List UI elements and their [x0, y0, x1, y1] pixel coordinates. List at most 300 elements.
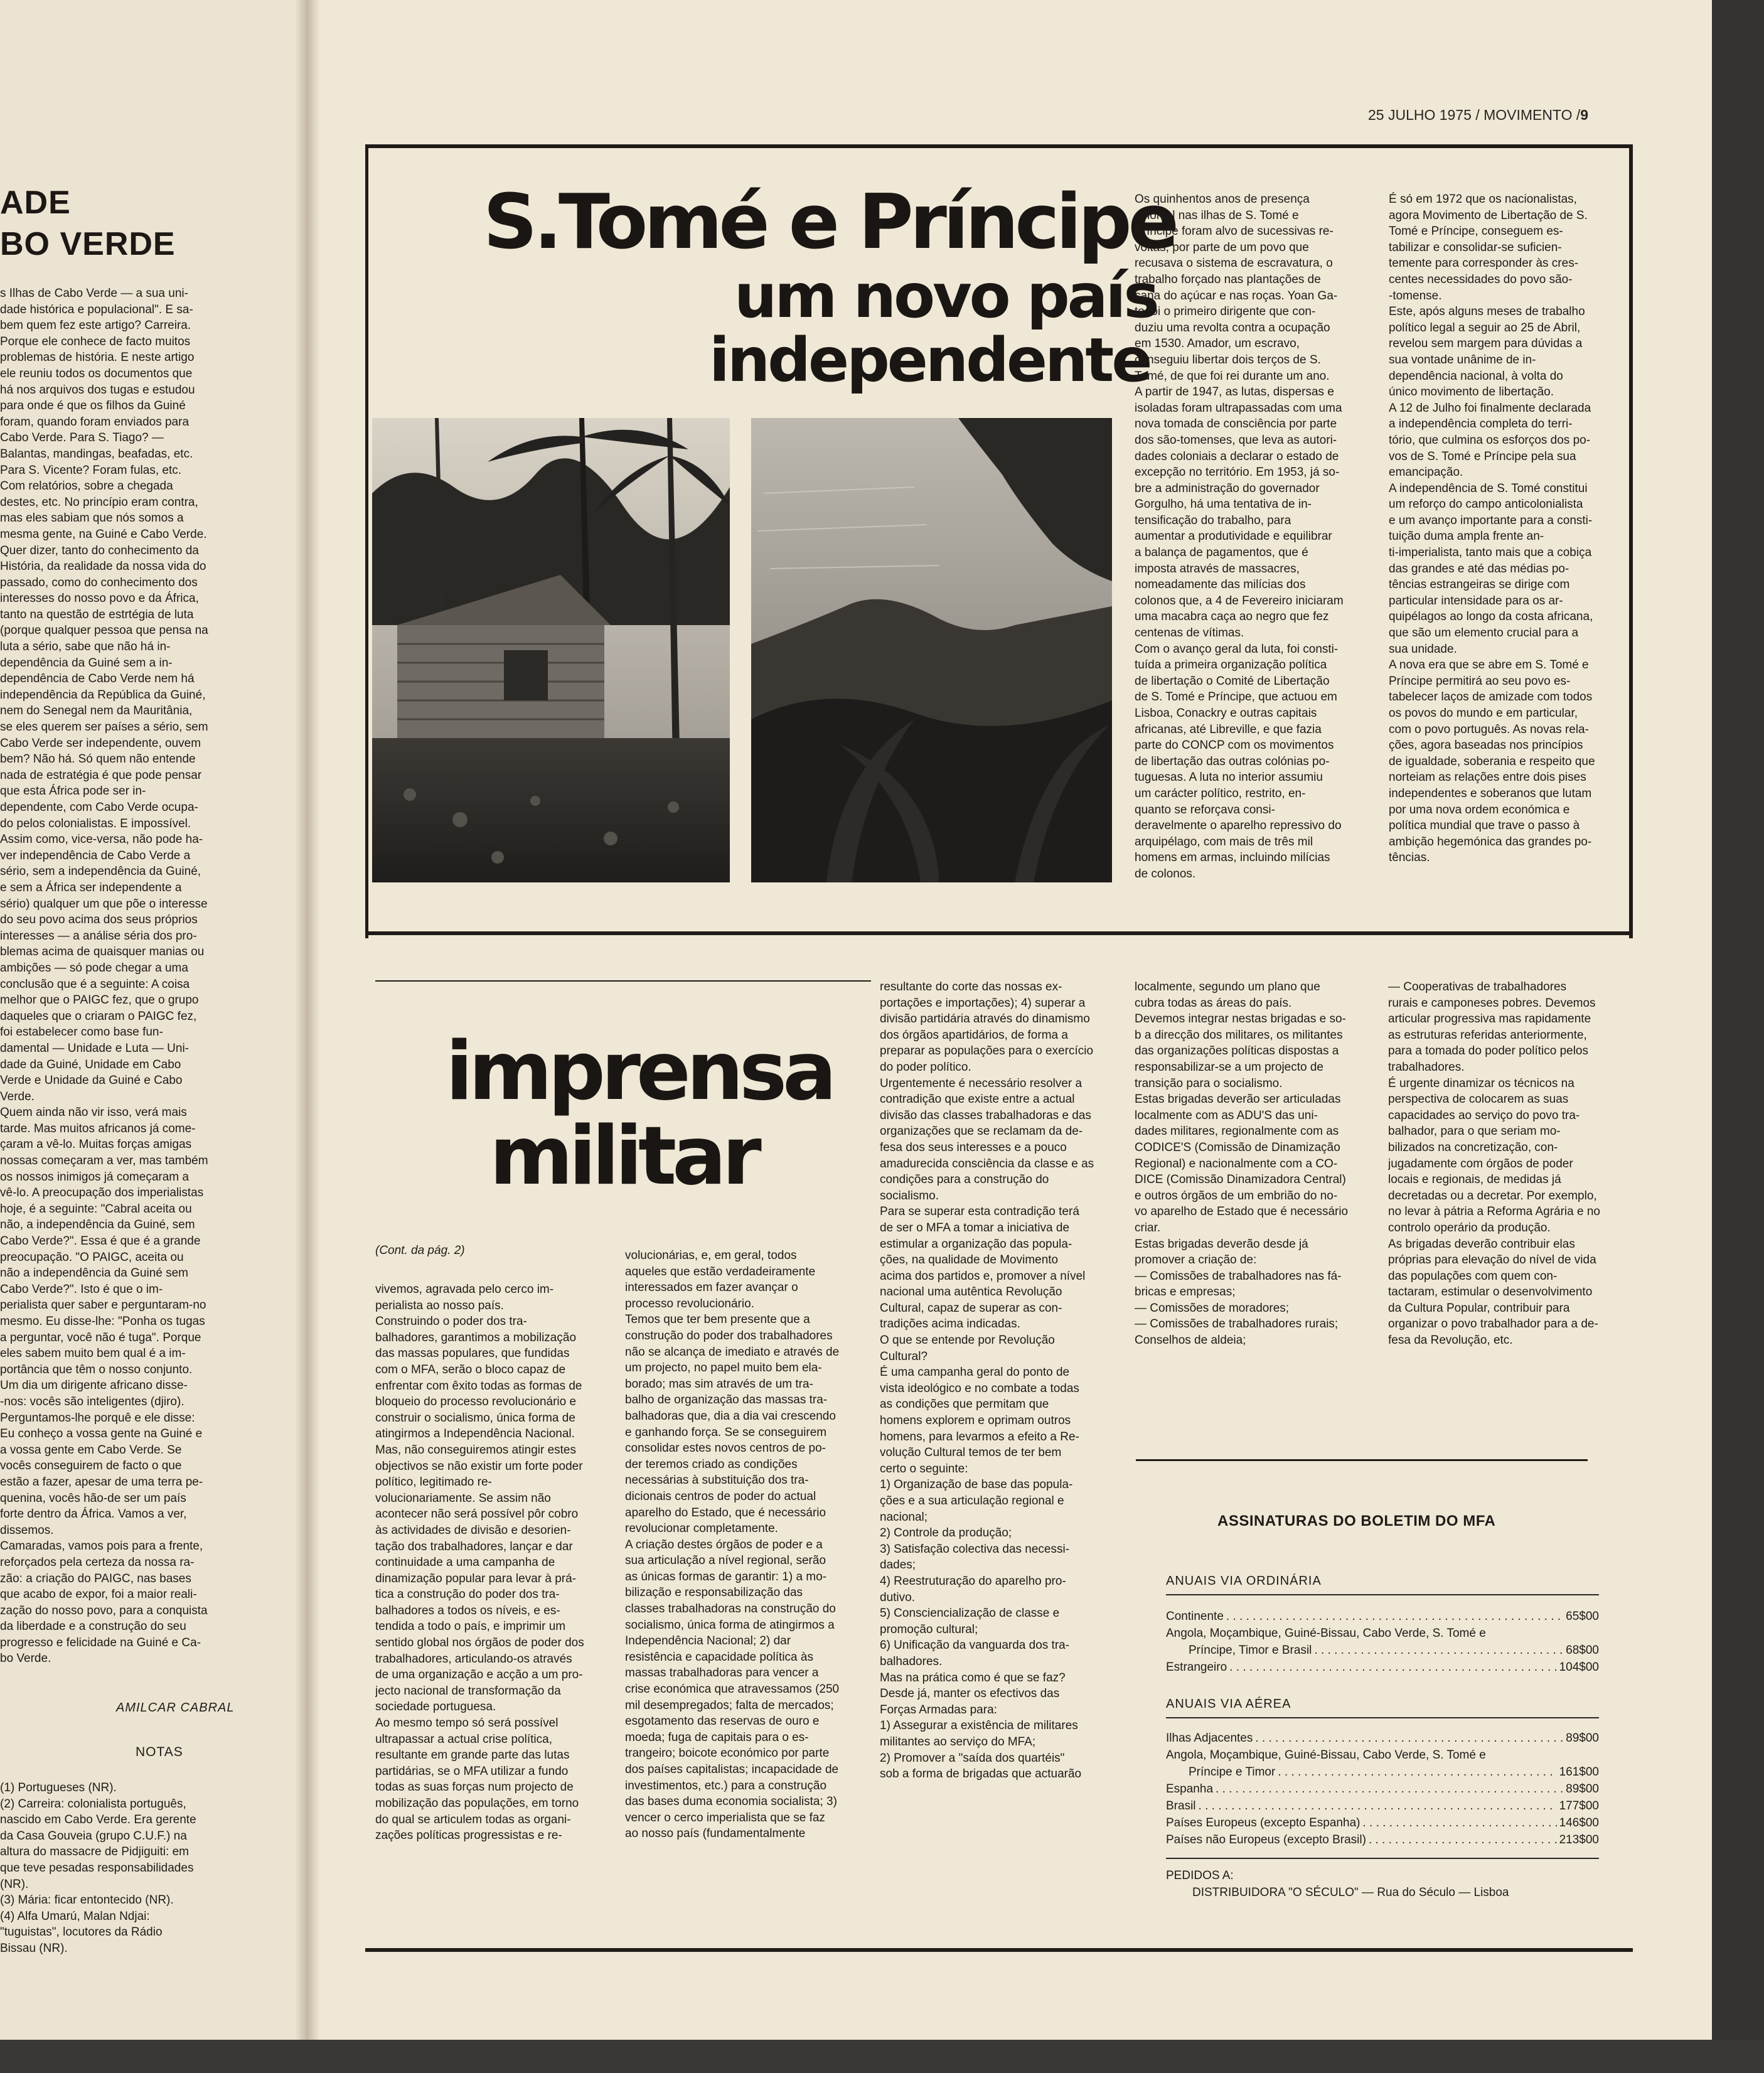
text-line: colonial nas ilhas de S. Tomé e — [1135, 208, 1299, 222]
dot-leader — [1369, 1831, 1557, 1848]
text-line: 4) Reestruturação do aparelho pro- — [880, 1574, 1066, 1588]
rate-value: 177$00 — [1559, 1799, 1599, 1813]
page-header — [1368, 107, 1588, 124]
text-line: fesa da Revolução, etc. — [1388, 1334, 1513, 1347]
text-line: de S. Tomé e Príncipe, que actuou em — [1135, 690, 1337, 704]
text-line: organizar o povo trabalhador para a de- — [1388, 1317, 1598, 1331]
text-line: tradições acima indicadas. — [880, 1317, 1020, 1331]
text-line: nacional; — [880, 1510, 928, 1524]
text-line: um carácter político, restrito, en- — [1135, 786, 1306, 800]
text-line: vocês conseguirem de facto o que — [0, 1459, 182, 1473]
text-line: mobilização das populações, em torno — [375, 1797, 579, 1810]
rate-row — [1166, 1781, 1599, 1797]
text-line: É urgente dinamizar os técnicos na — [1388, 1076, 1574, 1090]
rate-label: Príncipe e Timor — [1189, 1765, 1276, 1779]
text-line: localmente com as ADU'S das uni- — [1135, 1108, 1318, 1122]
text-line: imposta através de massacres, — [1135, 562, 1300, 576]
text-line: acontecer não será possível pôr cobro — [375, 1508, 579, 1521]
text-line: zação do nosso povo, para a conquista — [0, 1604, 208, 1617]
text-line: nossas começaram a ver, mas também — [0, 1154, 208, 1168]
text-line: das populações com quem con- — [1388, 1269, 1558, 1283]
text-line: Príncipe foram alvo de sucessivas re- — [1135, 225, 1334, 238]
dot-leader — [1199, 1797, 1557, 1814]
text-line: político legal a seguir ao 25 de Abril, — [1389, 321, 1581, 335]
text-line: militantes ao serviço do MFA; — [880, 1735, 1036, 1749]
text-line: ti-imperialista, tanto mais que a cobiça — [1389, 546, 1592, 560]
text-line: s Ilhas de Cabo Verde — a sua uni- — [0, 287, 188, 300]
text-line: Bissau (NR). — [0, 1941, 68, 1955]
text-line: recusava o sistema de escravatura, o — [1135, 257, 1333, 271]
text-line: excepção no território. Em 1953, já so- — [1135, 466, 1340, 479]
rate-row — [1166, 1625, 1599, 1642]
text-line: e ganhando força. Se se conseguirem — [625, 1425, 827, 1439]
text-line: Príncipe permitirá ao seu povo es- — [1389, 674, 1571, 688]
stp-title-line-2: um novo país — [734, 261, 1157, 331]
text-line: çaram a vê-lo. Muitas forças amigas — [0, 1138, 192, 1152]
stp-column-1 — [1135, 191, 1368, 882]
rate-row — [1166, 1797, 1599, 1814]
text-line: processo revolucionário. — [625, 1297, 754, 1310]
text-line: socialismo, única forma de atingirmos a — [625, 1618, 835, 1632]
text-line: 5) Consciencialização de classe e — [880, 1607, 1060, 1620]
text-line: não se alcança de imediato e através de — [625, 1345, 840, 1359]
section-rule — [375, 980, 871, 982]
text-line: vos de S. Tomé e Príncipe pela sua — [1389, 449, 1576, 463]
text-line: construção do poder dos trabalhadores — [625, 1329, 833, 1342]
ordinary-mail-heading: ANUAIS VIA ORDINÁRIA — [1166, 1574, 1322, 1588]
rate-value: 104$00 — [1559, 1661, 1599, 1674]
text-line: objectivos se não existir um forte poder — [375, 1459, 583, 1473]
text-line: dade da Guiné, Unidade em Cabo — [0, 1058, 181, 1071]
text-line: condições para a construção do — [880, 1173, 1049, 1187]
text-line: Balantas, mandingas, beafadas, etc. — [0, 447, 193, 461]
text-line: capacidades ao serviço do povo tra- — [1388, 1108, 1580, 1122]
text-line: (3) Mária: ficar entontecido (NR). — [0, 1894, 174, 1907]
rate-value: 89$00 — [1566, 1732, 1599, 1745]
text-line: temente para corresponder às cres- — [1389, 257, 1579, 271]
text-line: deravelmente o aparelho repressivo do — [1135, 819, 1342, 833]
text-line: fesa dos seus interesses e a pouco — [880, 1140, 1067, 1154]
text-line: os povos do mundo e em particular, — [1389, 707, 1578, 720]
text-line: nacional uma autêntica Revolução — [880, 1285, 1062, 1299]
text-line: bem quem fez este artigo? Carreira. — [0, 319, 191, 333]
text-line: particular intensidade para os ar- — [1389, 594, 1563, 608]
text-line: tuguesas. A luta no interior assumiu — [1135, 771, 1323, 785]
text-line: -tomense. — [1389, 289, 1442, 303]
text-line: zações políticas progressistas e re- — [375, 1829, 562, 1843]
text-line: quanto se reforçava consi- — [1135, 803, 1275, 817]
text-line: dutivo. — [880, 1590, 915, 1604]
text-line: de ser o MFA a tomar a iniciativa de — [880, 1221, 1070, 1235]
text-line: aparelho do Estado, que é necessário — [625, 1506, 826, 1519]
text-line: sua unidade. — [1389, 642, 1457, 656]
text-line: norteiam as relações entre dois pises — [1389, 771, 1586, 785]
text-line: 2) Promover a "saída dos quartéis" — [880, 1751, 1065, 1765]
rate-value: 89$00 — [1566, 1782, 1599, 1796]
text-line: 1) Assegurar a existência de militares — [880, 1719, 1078, 1733]
box-left-border — [365, 144, 368, 938]
subscriptions-title: ASSINATURAS DO BOLETIM DO MFA — [1217, 1513, 1496, 1529]
rate-row — [1166, 1642, 1599, 1659]
text-line: os nossos inimigos já começaram a — [0, 1170, 189, 1184]
text-line: tabelecer laços de amizade com todos — [1389, 690, 1593, 704]
text-line: arquipélago, com mais de três mil — [1135, 835, 1313, 849]
text-line: bre a administração do governador — [1135, 481, 1320, 495]
text-line: Cabo Verde?". Essa é que é a grande — [0, 1235, 201, 1248]
text-line: para a tomada do poder político pelos — [1388, 1044, 1588, 1058]
text-line: ver independência de Cabo Verde a — [0, 849, 191, 862]
text-line: Estas brigadas deverão ser articuladas — [1135, 1093, 1341, 1106]
text-line: das bases duma economia socialista; 3) — [625, 1795, 837, 1809]
text-line: interesses do nosso povo e da África, — [0, 592, 199, 606]
text-line: tactaram, estimular o desenvolvimento — [1388, 1285, 1593, 1299]
text-line: dinamização popular para levar à prá- — [375, 1572, 577, 1585]
text-line: Cabo Verde. Para S. Tiago? — — [0, 431, 164, 445]
text-line: dos países capitalistas; incapacidade de — [625, 1763, 839, 1776]
text-line: Cabo Verde?". Isto é que o im- — [0, 1282, 163, 1296]
text-line: A nova era que se abre em S. Tomé e — [1389, 658, 1589, 672]
text-line: O que se entende por Revolução — [880, 1334, 1055, 1347]
box-bottom-rule — [365, 931, 1633, 935]
text-line: da Casa Gouveia (grupo C.U.F.) na — [0, 1829, 187, 1843]
text-line: 3) Satisfação colectiva das necessi- — [880, 1542, 1070, 1556]
text-line: nascido em Cabo Verde. Era gerente — [0, 1813, 196, 1827]
text-line: investimentos, etc.) para a construção — [625, 1779, 827, 1792]
text-line: Eu conheço a vossa gente na Guiné e — [0, 1427, 203, 1441]
text-line: não, a independência da Guiné, sem — [0, 1218, 195, 1232]
text-line: vo aparelho de Estado que é necessário — [1135, 1205, 1349, 1219]
text-line: próprias para elevação do nível de vida — [1388, 1253, 1596, 1267]
text-line: homens explorem e oprimam outros — [880, 1414, 1071, 1428]
rate-value: 146$00 — [1559, 1816, 1599, 1829]
text-line: Assim como, vice-versa, não pode ha- — [0, 833, 203, 847]
text-line: ultrapassar a actual crise política, — [375, 1732, 552, 1746]
text-line: crise económica que atravessamos (250 — [625, 1683, 840, 1696]
text-line: 1) Organização de base das popula- — [880, 1478, 1073, 1492]
rate-row — [1166, 1814, 1599, 1831]
text-line: partidárias, se o MFA utilizar a fundo — [375, 1764, 569, 1778]
gutter-shadow — [295, 0, 320, 2073]
text-line: política mundial que trave o passo à — [1389, 819, 1580, 833]
scan-edge-bottom — [0, 2040, 1764, 2073]
text-line: ao nosso país (fundamentalmente — [625, 1827, 806, 1841]
text-line: Estas brigadas deverão desde já — [1135, 1237, 1308, 1251]
text-line: A independência de S. Tomé constitui — [1389, 481, 1588, 495]
text-line: destes, etc. No princípio eram contra, — [0, 495, 198, 509]
dot-leader — [1226, 1608, 1563, 1625]
text-line: balhadores. — [880, 1654, 943, 1668]
rate-row — [1166, 1730, 1599, 1747]
text-line: reforçados pela certeza da nossa ra- — [0, 1555, 195, 1569]
text-line: consolidar estes novos centros de po- — [625, 1442, 826, 1455]
text-line: jecto nacional de transformação da — [375, 1684, 561, 1698]
text-line: quipélagos ao longo da costa africana, — [1389, 610, 1593, 624]
text-line: colonos que, a 4 de Fevereiro iniciaram — [1135, 594, 1344, 608]
text-line: mas eles sabiam que nós somos a — [0, 512, 184, 525]
text-line: Cultural? — [880, 1349, 928, 1363]
text-line: centenas de vítimas. — [1135, 626, 1244, 640]
text-line: dos são-tomenses, que leva as autori- — [1135, 433, 1337, 447]
text-line: articular progressiva mas rapidamente — [1388, 1012, 1591, 1026]
text-line: tências estrangeiras se dirige com — [1389, 578, 1570, 592]
text-line: controlo operário da produção. — [1388, 1221, 1551, 1235]
text-line: Este, após alguns meses de trabalho — [1389, 305, 1585, 319]
text-line: Um dia um dirigente africano disse- — [0, 1379, 188, 1393]
text-line: ambições — só pode chegar a uma — [0, 961, 188, 975]
text-line: portância que têm o nosso conjunto. — [0, 1363, 193, 1376]
text-line: dicionais centros de poder do actual — [625, 1489, 816, 1503]
text-line: as estruturas referidas anteriormente, — [1388, 1028, 1587, 1042]
text-line: resultante em grande parte das lutas — [375, 1749, 570, 1762]
text-line: 2) Controle da produção; — [880, 1526, 1012, 1540]
text-line: quenina, vocês hão-de ser um país — [0, 1491, 186, 1505]
dot-leader — [1216, 1781, 1563, 1797]
text-line: das grandes e até das médias po- — [1389, 562, 1569, 576]
text-line: nova tomada de consciência por parte — [1135, 417, 1337, 431]
text-line: para onde é que os filhos da Guiné — [0, 399, 186, 413]
rate-label: Angola, Moçambique, Guiné-Bissau, Cabo Verde, S. Tomé e — [1166, 1627, 1486, 1640]
left-heading-line-1: ADE — [0, 185, 71, 221]
text-line: Regional) e nacionalmente com a CO- — [1135, 1157, 1338, 1170]
text-line: tuição duma ampla frente an- — [1389, 530, 1544, 544]
rate-row — [1166, 1659, 1599, 1676]
text-line: (1) Portugueses (NR). — [0, 1781, 117, 1794]
text-line: massas trabalhadoras para vencer a — [625, 1666, 819, 1680]
text-line: que teve pesadas responsabilidades — [0, 1861, 194, 1875]
text-line: interesses — a análise séria dos pro- — [0, 929, 197, 943]
text-line: emancipação. — [1389, 466, 1463, 479]
text-line: balhadores a todos os níveis, e es- — [375, 1604, 560, 1617]
orders-address: DISTRIBUIDORA "O SÉCULO" — Rua do Século — Lisboa — [1192, 1886, 1509, 1899]
text-line: não a independência da Guiné sem — [0, 1267, 189, 1280]
rate-label: Príncipe, Timor e Brasil — [1189, 1644, 1312, 1657]
text-line: de libertação das outras colónias po- — [1135, 754, 1330, 768]
text-line: trangeiro; boicote económico por parte — [625, 1747, 830, 1760]
dot-leader — [1314, 1642, 1563, 1659]
ordinary-heading-rule — [1166, 1594, 1599, 1595]
imprensa-column-4 — [1135, 979, 1368, 1349]
rate-label: Brasil — [1166, 1799, 1196, 1813]
text-line: volução Cultural temos de ter bem — [880, 1446, 1062, 1460]
text-line: de igualdade, soberania e respeito que — [1389, 754, 1595, 768]
rate-row — [1166, 1608, 1599, 1625]
text-line: conclusão que é a seguinte: A coisa — [0, 977, 190, 991]
text-line: que são um elemento crucial para a — [1389, 626, 1579, 640]
text-line: tório, que culmina os esforços dos po- — [1389, 433, 1591, 447]
text-line: ambição hegemónica das grandes po- — [1389, 835, 1592, 849]
text-line: As brigadas deverão contribuir elas — [1388, 1237, 1575, 1251]
text-line: interessados em fazer avançar o — [625, 1281, 798, 1295]
text-line: eles sabem muito bem qual é a im- — [0, 1347, 186, 1361]
rate-row — [1166, 1747, 1599, 1764]
text-line: (2) Carreira: colonialista português, — [0, 1797, 186, 1811]
rate-label: Países Europeus (excepto Espanha) — [1166, 1816, 1360, 1829]
text-line: tensificação do trabalho, para — [1135, 513, 1291, 527]
text-line: todas as suas forças num projecto de — [375, 1781, 574, 1794]
text-line: continuidade a uma campanha de — [375, 1556, 555, 1570]
text-line: das organizações políticas dispostas a — [1135, 1044, 1339, 1058]
text-line: problemas de história. E neste artigo — [0, 351, 195, 365]
text-line: hoje, é a seguinte: "Cabral aceita ou — [0, 1202, 192, 1216]
text-line: balhadoras que, dia a dia vai crescendo — [625, 1409, 836, 1423]
text-line: centes necessidades do povo são- — [1389, 272, 1573, 286]
text-line: vivemos, agravada pelo cerco im- — [375, 1283, 554, 1296]
text-line: É só em 1972 que os nacionalistas, — [1389, 193, 1577, 206]
text-line: volucionárias, e, em geral, todos — [625, 1249, 797, 1262]
text-line: duziu uma revolta contra a ocupação — [1135, 321, 1330, 335]
text-line: localmente, segundo um plano que — [1135, 980, 1320, 994]
text-line: um projecto, no papel muito bem ela- — [625, 1361, 822, 1375]
text-line: uma macabra caça ao negro que fez — [1135, 610, 1329, 624]
page-number: 9 — [1580, 107, 1589, 123]
text-line: tanto na questão de estrtégia de luta — [0, 608, 194, 621]
subscriptions-rule — [1136, 1459, 1588, 1461]
text-line: 6) Unificação da vanguarda dos tra- — [880, 1639, 1070, 1653]
text-line: Gorgulho, há uma tentativa de in- — [1135, 498, 1312, 512]
text-line: resultante do corte das nossas ex- — [880, 980, 1062, 994]
text-line: africanas, até Libreville, e que fazia — [1135, 722, 1322, 736]
imprensa-title-line-2: militar — [489, 1110, 757, 1203]
dot-leader — [1255, 1730, 1563, 1747]
text-line: cana do açúcar e nas roças. Yoan Ga- — [1135, 289, 1338, 303]
rate-label: Continente — [1166, 1610, 1224, 1623]
text-line: voltas, por parte de um povo que — [1135, 240, 1309, 254]
text-line: socialismo. — [880, 1189, 939, 1203]
text-line: a perguntar, você não é tuga". Porque — [0, 1331, 201, 1344]
text-line: as únicas formas de garantir: 1) a mo- — [625, 1570, 827, 1583]
text-line: agora Movimento de Libertação de S. — [1389, 208, 1588, 222]
text-line: independentes e soberanos que lutam — [1389, 786, 1592, 800]
text-line: damental — Unidade e Luta — Uni- — [0, 1041, 189, 1055]
article-signature: AMILCAR CABRAL — [116, 1701, 235, 1715]
text-line: dos órgãos apartidários, de forma a — [880, 1028, 1068, 1042]
text-line: revolucionar completamente. — [625, 1522, 778, 1536]
text-line: balhador, para o que seriam mo- — [1388, 1125, 1561, 1138]
text-line: Lisboa, Conackry e outras capitais — [1135, 707, 1317, 720]
text-line: Tomé e Príncipe, conseguem es- — [1389, 225, 1563, 238]
text-line: único movimento de libertação. — [1389, 385, 1554, 399]
rate-row — [1166, 1831, 1599, 1848]
text-line: perialista quer saber e perguntaram-no — [0, 1299, 206, 1312]
text-line: organizações que se reclamam da de- — [880, 1125, 1083, 1138]
text-line: perialista ao nosso país. — [375, 1299, 504, 1312]
text-line: sociedade portuguesa. — [375, 1700, 496, 1714]
text-line: em 1530. Amador, um escravo, — [1135, 337, 1300, 351]
text-line: melhor que o PAIGC fez, que o grupo — [0, 994, 199, 1007]
text-line: locais e regionais, de medidas já — [1388, 1173, 1561, 1187]
photo-coastline — [751, 418, 1112, 882]
text-line: dades; — [880, 1558, 916, 1572]
text-line: Quem ainda não vir isso, verá mais — [0, 1106, 187, 1120]
text-line: (NR). — [0, 1877, 29, 1891]
text-line: mesma gente, na Guiné e Cabo Verde. — [0, 527, 207, 541]
text-line: Desde já, manter os efectivos das — [880, 1687, 1060, 1701]
text-line: estão a fazer, apesar de uma terra pe- — [0, 1475, 203, 1489]
imprensa-column-1 — [375, 1282, 609, 1844]
imprensa-column-5 — [1388, 979, 1622, 1349]
dot-leader — [1278, 1764, 1556, 1781]
text-line: Porque ele conhece de facto muitos — [0, 335, 191, 348]
text-line: responsabilizar-se a um projecto de — [1135, 1060, 1323, 1074]
text-line: esgotamento das reservas de ouro e — [625, 1715, 820, 1728]
text-line: da liberdade e a construção do seu — [0, 1620, 186, 1634]
text-line: das massas populares, que fundidas — [375, 1347, 570, 1361]
text-line: divisão das classes trabalhadoras e das — [880, 1108, 1091, 1122]
rate-value: 161$00 — [1559, 1765, 1599, 1779]
text-line: contradição que existe entre a actual — [880, 1093, 1075, 1106]
text-line: há nos arquivos dos tugas e estudou — [0, 383, 195, 397]
text-line: homens, para levarmos a efeito a Re- — [880, 1430, 1079, 1444]
text-line: político, legitimado re- — [375, 1476, 492, 1489]
text-line: com o MFA, serão o bloco capaz de — [375, 1363, 566, 1376]
text-line: que acabo de expor, foi a maior reali- — [0, 1588, 197, 1602]
text-line: Urgentemente é necessário resolver a — [880, 1076, 1082, 1090]
text-line: no levar à pátria a Reforma Agrária e no — [1388, 1205, 1600, 1219]
text-line: sério, sem a independência da Guiné, — [0, 865, 201, 879]
dot-leader — [1229, 1659, 1556, 1676]
text-line: revelou sem margem para dúvidas a — [1389, 337, 1583, 351]
text-line: — Comissões de trabalhadores rurais; — [1135, 1317, 1339, 1331]
header-date: 25 JULHO 1975 / MOVIMENTO / — [1368, 107, 1581, 123]
text-line: ções e a sua articulação regional e — [880, 1494, 1064, 1508]
text-line: Verde. — [0, 1090, 35, 1103]
text-line: bo Verde. — [0, 1652, 51, 1666]
left-heading-line-2: BO VERDE — [0, 226, 176, 262]
text-line: de colonos. — [1135, 867, 1196, 881]
notes-heading: NOTAS — [136, 1745, 183, 1759]
text-line: bem? Não há. Só quem não entende — [0, 753, 196, 766]
text-line: moeda; fuga de capitais para o es- — [625, 1730, 809, 1744]
text-line: nem do Senegal nem da Mauritânia, — [0, 704, 193, 718]
text-line: sua vontade unânime de in- — [1389, 353, 1536, 367]
text-line: (porque qualquer pessoa que pensa na — [0, 624, 208, 638]
orders-block — [1166, 1867, 1509, 1901]
text-line: enfrentar com êxito todas as formas de — [375, 1379, 582, 1393]
text-line: rurais e camponeses pobres. Devemos — [1388, 996, 1596, 1010]
text-line: foi estabelecer como base fun- — [0, 1026, 163, 1039]
text-line: perspectiva de colocarem as suas — [1388, 1093, 1569, 1106]
text-line: homens em armas, incluindo milícias — [1135, 851, 1330, 865]
text-line: Cultural, capaz de superar as con- — [880, 1301, 1062, 1315]
text-line: É uma campanha geral do ponto de — [880, 1366, 1070, 1379]
text-line: dades militares, regionalmente com as — [1135, 1125, 1339, 1138]
text-line: parte do CONCP com os movimentos — [1135, 739, 1334, 753]
text-line: bloqueio do processo revolucionário e — [375, 1395, 577, 1409]
continuation-note: (Cont. da pág. 2) — [375, 1244, 465, 1257]
rate-value: 68$00 — [1566, 1644, 1599, 1657]
airmail-heading: ANUAIS VIA AÉREA — [1166, 1697, 1291, 1711]
left-article-heading — [0, 182, 176, 265]
text-line: blemas acima de quaisquer manias ou — [0, 945, 205, 959]
text-line: e sem a África ser independente a — [0, 881, 182, 894]
text-line: — Comissões de moradores; — [1135, 1301, 1290, 1315]
text-line: foram, quando foram enviados para — [0, 415, 190, 429]
text-line: A 12 de Julho foi finalmente declarada — [1389, 401, 1591, 415]
text-line: do seu povo acima dos seus próprios — [0, 913, 198, 927]
text-line: tica a construção do poder dos tra- — [375, 1588, 560, 1602]
text-line: nomeadamente das milícias dos — [1135, 578, 1306, 592]
text-line: mesmo. Eu disse-lhe: "Ponha os tugas — [0, 1315, 205, 1328]
text-line: sob a forma de brigadas que actuarão — [880, 1767, 1082, 1781]
text-line: as condições que permitam que — [880, 1398, 1049, 1411]
text-line: progresso e felicidade na Guiné e Ca- — [0, 1636, 201, 1649]
text-line: trabalhadores. — [1388, 1060, 1465, 1074]
rates-bottom-rule — [1166, 1858, 1599, 1859]
text-line: jugadamente com órgãos de poder — [1388, 1157, 1573, 1170]
text-line: vencer o cerco imperialista que se faz — [625, 1811, 825, 1824]
text-line: e outros órgãos de um embrião do no- — [1135, 1189, 1338, 1203]
text-line: da Cultura Popular, contribuir para — [1388, 1301, 1570, 1315]
